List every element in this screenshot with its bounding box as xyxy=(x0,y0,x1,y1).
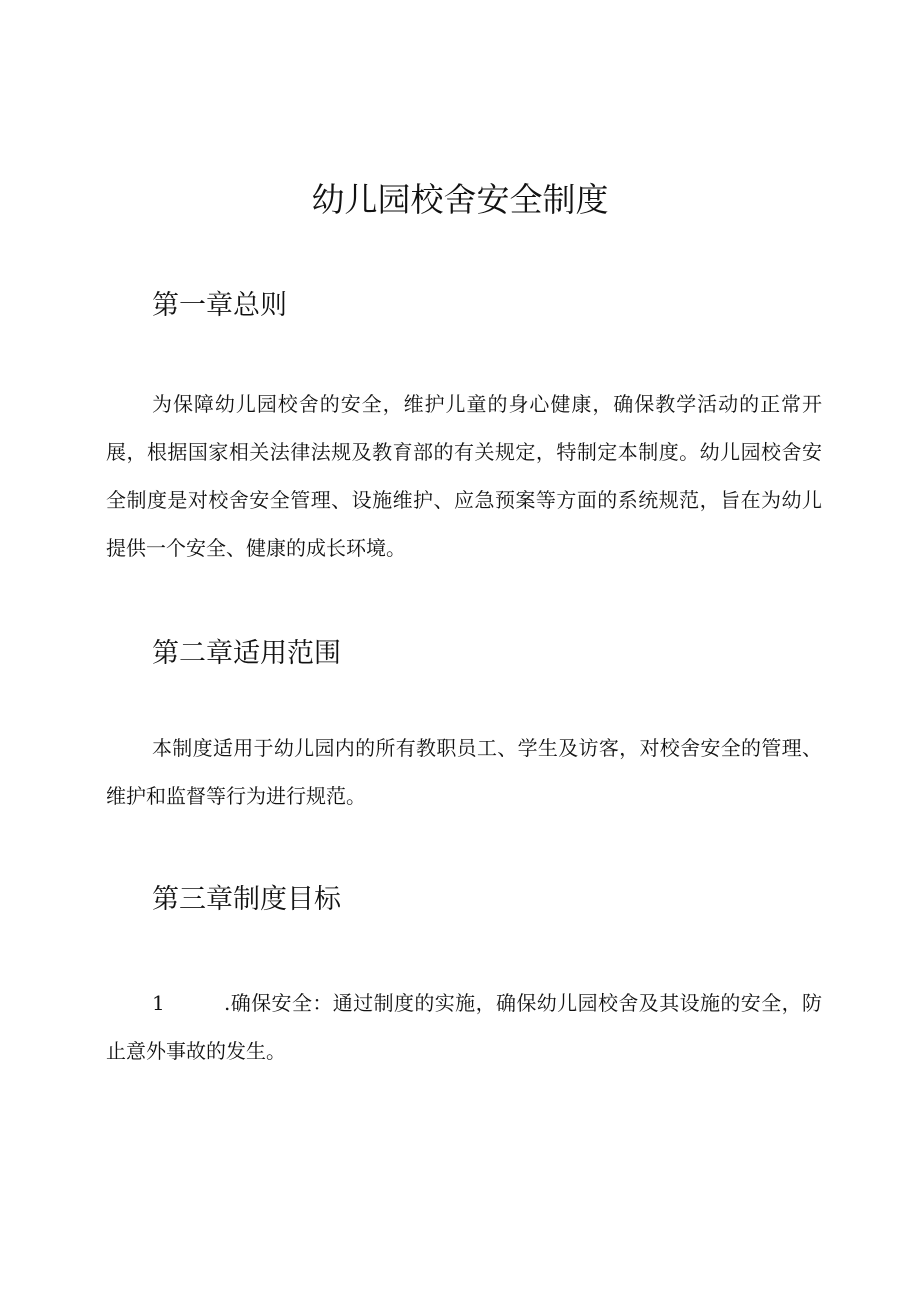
chapter-general-paragraph: 为保障幼儿园校舍的安全，维护儿童的身心健康，确保教学活动的正常开展，根据国家相关法律法规及教育部的有关规定，特制定本制度。幼儿园校舍安全制度是对校舍安全管理、设施维护、应急预案等方面的系统规范，旨在为幼儿提供一个安全、健康的成长环境。 xyxy=(106,392,822,560)
document-title: 幼儿园校舍安全制度 xyxy=(311,180,609,219)
goal-item-text: .确保安全：通过制度的实施，确保幼儿园校舍及其设施的安全，防止意外事故的发生。 xyxy=(106,991,822,1063)
chapter-heading-scope: 第二章适用范围 xyxy=(152,638,341,669)
chapter-heading-goals: 第三章制度目标 xyxy=(152,884,341,915)
chapter-scope-paragraph: 本制度适用于幼儿园内的所有教职员工、学生及访客，对校舍安全的管理、维护和监督等行为进行规范。 xyxy=(106,736,822,808)
chapter-heading-general: 第一章总则 xyxy=(152,290,287,321)
goal-list-item xyxy=(106,979,822,1075)
goal-item-number: 1 xyxy=(152,991,165,1015)
